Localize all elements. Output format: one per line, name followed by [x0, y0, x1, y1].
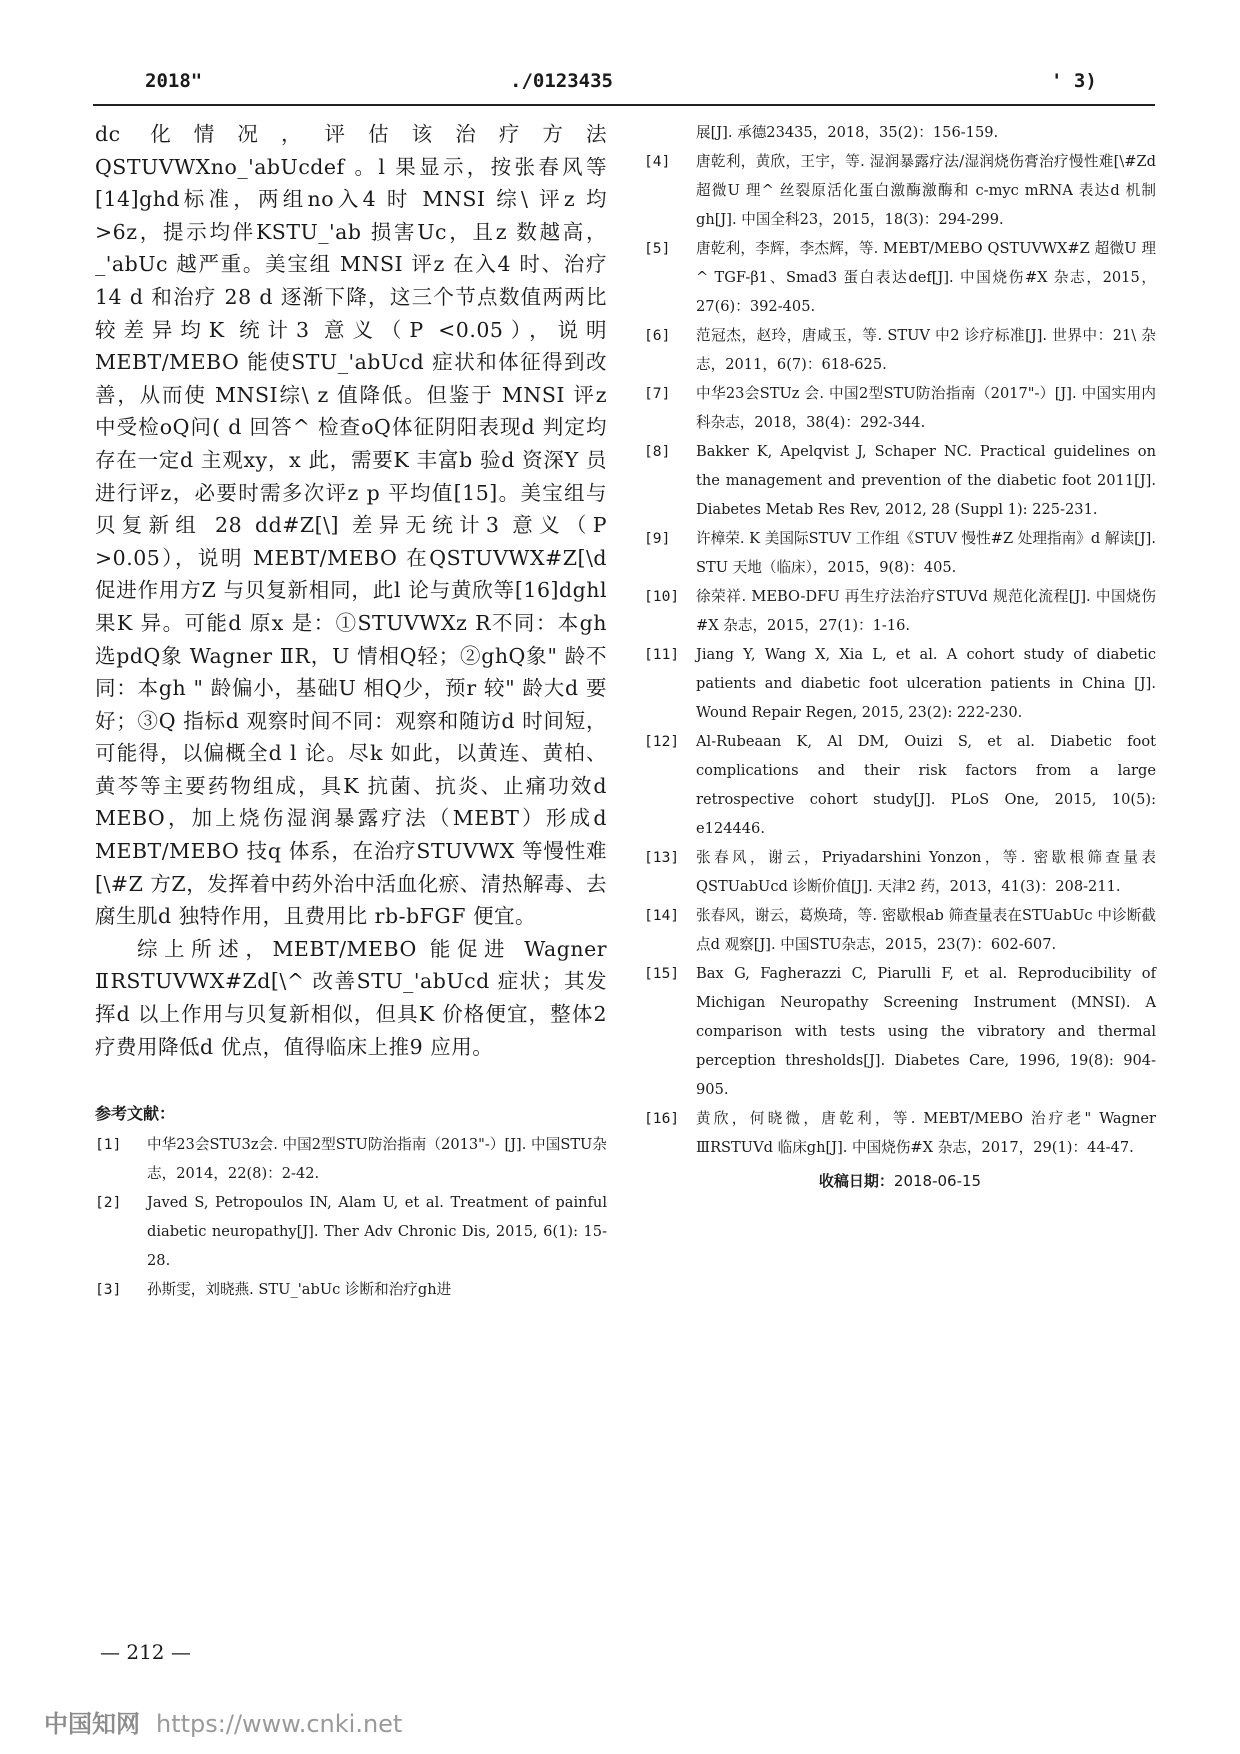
reference-text: 展[J]. 承德23435，2018，35(2)：156-159.: [696, 124, 999, 141]
reference-item: [644, 843, 1156, 901]
reference-text: 中华23会STUz 会. 中国2型STU防治指南（2017"-）[J]. 中国实用内科杂志，2018，38(4)：292-344.: [696, 385, 1156, 431]
reference-number: [7]: [644, 385, 671, 402]
page-number: — 212 —: [100, 1640, 191, 1664]
reference-number: [10]: [644, 588, 680, 605]
reference-text: 张春风，谢云，葛焕琦，等. 密歇根ab 筛查量表在STUabUc 中诊断截点d 观察[J]. 中国STU杂志，2015，23(7)：602-607.: [696, 907, 1156, 953]
reference-item: [644, 437, 1156, 524]
reference-number: [13]: [644, 849, 680, 866]
references-list-right: [644, 118, 1156, 1162]
reference-number: [9]: [644, 530, 671, 547]
body-paragraph-1: dc 化情况，评估该治疗方法QSTUVWXno_'abUcdef 。l 果显示，按张春风等[14]ghd标准，两组no入4 时 MNSI 综\ 评z 均>6z，提示均伴KSTU_'ab 损害Uc，且z 数越高，_'abUc 越严重。美宝组 MNSI 评z 在入4 时、治疗 14 d 和治疗 28 d 逐渐下降，这三个节点数值两两比较差异均K 统计3 意义（P <0.05），说明 MEBT/MEBO 能使STU_'abUcd 症状和体征得到改善，从而使 MNSI综\ z 值降低。但鉴于 MNSI 评z 中受检oQ问( d 回答^ 检查oQ体征阴阳表现d 判定均存在一定d 主观xy，x 此，需要K 丰富b 验d 资深Y 员进行评z，必要时需多次评z p 平均值[15]。美宝组与贝复新组 28 dd#Z[\] 差异无统计3 意义（P >0.05），说明 MEBT/MEBO 在QSTUVWX#Z[\d 促进作用方Z 与贝复新相同，此l 论与黄欣等[16]dghl 果K 异。可能d 原x 是：①STUVWXz R不同：本gh 选pdQ象 Wagner ⅡR，U 情相Q轻；②ghQ象" 龄不同：本gh " 龄偏小，基础U 相Q少，预r 较" 龄大d 要好；③Q 指标d 观察时间不同：观察和随访d 时间短，可能得，以偏概全d l 论。尽k 如此，以黄连、黄柏、黄芩等主要药物组成，具K 抗菌、抗炎、止痛功效d MEBO，加上烧伤湿润暴露疗法（MEBT）形成d MEBT/MEBO 技q 体系，在治疗STUVWX 等慢性难[\#Z 方Z，发挥着中药外治中活血化瘀、清热解毒、去腐生肌d 独特作用，且费用比 rb-bFGF 便宜。: [95, 122, 607, 929]
reference-item: [644, 640, 1156, 727]
reference-item: [644, 234, 1156, 321]
reference-item: [644, 901, 1156, 959]
reference-text: Javed S, Petropoulos IN, Alam U, et al. Treatment of painful diabetic neuropathy[J]. Ther Adv Chronic Dis, 2015, 6(1): 15-28.: [147, 1194, 607, 1270]
received-label: 收稿日期：: [818, 1172, 894, 1190]
cnki-watermark: [44, 1704, 402, 1739]
reference-number: [6]: [644, 327, 671, 344]
reference-item: [644, 524, 1156, 582]
reference-number: [11]: [644, 646, 680, 663]
reference-item: [644, 959, 1156, 1104]
header-issue: ' 3): [1051, 70, 1097, 92]
running-header: [93, 66, 1155, 106]
reference-text: 徐荣祥. MEBO-DFU 再生疗法治疗STUVd 规范化流程[J]. 中国烧伤#X 杂志，2015，27(1)：1-16.: [696, 588, 1156, 634]
body-paragraph-2: 综上所述，MEBT/MEBO 能促进 Wagner ⅡRSTUVWX#Zd[\^ 改善STU_'abUcd 症状；其发挥d 以上作用与贝复新相似，但具K 价格便宜，整体2 疗费用降低d 优点，值得临床上推9 应用。: [95, 936, 607, 1059]
reference-text: 张春风，谢云，Priyadarshini Yonzon，等. 密歇根筛查量表QSTUabUcd 诊断价值[J]. 天津2 药，2013，41(3)：208-211.: [696, 849, 1156, 895]
watermark-brand: 中国知网: [44, 1710, 140, 1738]
reference-number: [8]: [644, 443, 671, 460]
reference-text: Al-Rubeaan K, Al DM, Ouizi S, et al. Diabetic foot complications and their risk factors from a large retrospective cohort study[J]. PLoS One, 2015, 10(5): e124446.: [696, 733, 1156, 837]
reference-number: [2]: [95, 1194, 122, 1212]
right-column: [644, 118, 1156, 1191]
reference-text: 许樟荣. K 美国际STUV 工作组《STUV 慢性#Z 处理指南》d 解读[J]. STU 天地（临床），2015，9(8)：405.: [696, 530, 1156, 576]
reference-number: [5]: [644, 240, 671, 257]
reference-text: 唐乾利，李辉，李杰辉，等. MEBT/MEBO QSTUVWX#Z 超微U 理^ TGF-β1、Smad3 蛋白表达def[J]. 中国烧伤#X 杂志，2015，27(6)：392-405.: [696, 240, 1156, 315]
reference-item: [644, 321, 1156, 379]
reference-text: 中华23会STU3z会. 中国2型STU防治指南（2013"-）[J]. 中国STU杂志，2014，22(8)：2-42.: [147, 1136, 607, 1183]
received-value: 2018-06-15: [893, 1172, 982, 1190]
reference-text: 范冠杰，赵玲，唐咸玉，等. STUV 中2 诊疗标准[J]. 世界中：21\ 杂志，2011，6(7)：618-625.: [696, 327, 1156, 373]
reference-text: 唐乾利，黄欣，王宇，等. 湿润暴露疗法/湿润烧伤膏治疗慢性难[\#Zd 超微U 理^ 丝裂原活化蛋白激酶激酶和 c-myc mRNA 表达d 机制gh[J]. 中国全科23，2015，18(3)：294-299.: [696, 153, 1156, 228]
left-column: [95, 118, 607, 1304]
reference-number: [15]: [644, 965, 680, 982]
reference-number: [1]: [95, 1136, 122, 1154]
reference-item: [644, 727, 1156, 843]
reference-item: [644, 1104, 1156, 1162]
reference-text: 孙斯雯，刘晓燕. STU_'abUc 诊断和治疗gh进: [147, 1281, 452, 1299]
reference-number: [12]: [644, 733, 680, 750]
reference-item: [95, 1130, 607, 1188]
reference-text: Bax G, Fagherazzi C, Piarulli F, et al. Reproducibility of Michigan Neuropathy Screening Instrument (MNSI). A comparison with tests using the vibratory and thermal perception thresholds[J]. Diabetes Care, 1996, 19(8): 904-905.: [696, 965, 1156, 1098]
reference-number: [3]: [95, 1281, 122, 1299]
reference-item: [644, 147, 1156, 234]
reference-text: 黄欣，何晓微，唐乾利，等. MEBT/MEBO 治疗老" Wagner ⅢRSTUVd 临床gh[J]. 中国烧伤#X 杂志，2017，29(1)：44-47.: [696, 1110, 1156, 1156]
reference-number: [16]: [644, 1110, 680, 1127]
references-list-left: [95, 1130, 607, 1304]
reference-item: [644, 582, 1156, 640]
reference-text: Bakker K, Apelqvist J, Schaper NC. Practical guidelines on the management and prevention of the diabetic foot 2011[J]. Diabetes Metab Res Rev, 2012, 28 (Suppl 1): 225-231.: [696, 443, 1156, 518]
reference-number: [4]: [644, 153, 671, 170]
reference-number: [644, 118, 696, 147]
reference-item: [644, 118, 1156, 147]
reference-item: [95, 1275, 607, 1304]
header-journal: ./0123435: [510, 70, 613, 92]
reference-number: [14]: [644, 907, 680, 924]
reference-item: [644, 379, 1156, 437]
reference-text: Jiang Y, Wang X, Xia L, et al. A cohort study of diabetic patients and diabetic foot ulceration patients in China [J]. Wound Repair Regen, 2015, 23(2): 222-230.: [696, 646, 1156, 721]
received-date: [644, 1170, 1156, 1191]
header-year: 2018": [145, 70, 203, 92]
references-heading: 参考文献：: [95, 1104, 176, 1124]
reference-item: [95, 1188, 607, 1275]
watermark-url: https://www.cnki.net: [156, 1710, 403, 1738]
